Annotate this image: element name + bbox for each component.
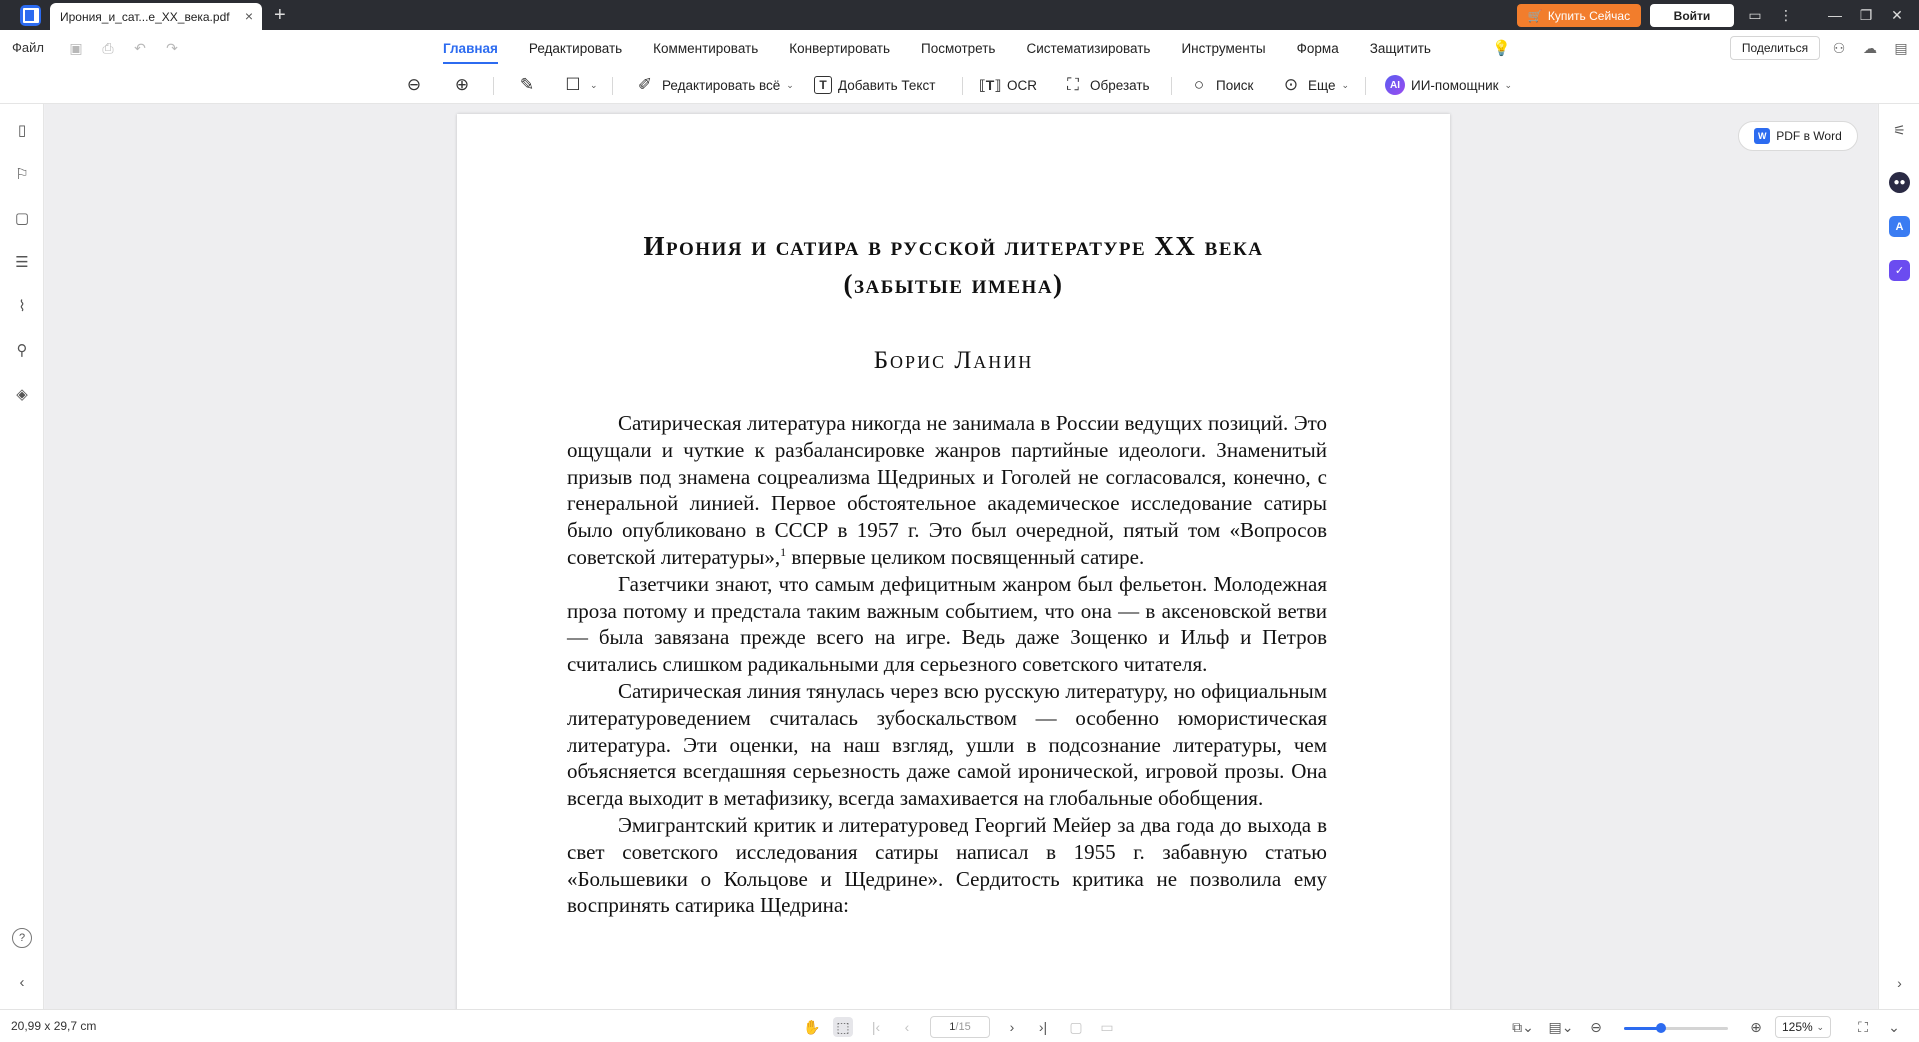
- right-sidebar: [1878, 104, 1919, 1009]
- view-mode-icon[interactable]: ▤⌄: [1548, 1018, 1574, 1035]
- document-title-line1: Ирония и сатира в русской литературе XX века: [643, 231, 1264, 261]
- chevron-down-icon: ⌄: [1816, 1021, 1824, 1032]
- properties-sliders-icon[interactable]: ⚟: [1893, 122, 1906, 138]
- ocr-button[interactable]: [979, 72, 1037, 98]
- rotate-page-icon[interactable]: ▢: [1069, 1018, 1083, 1035]
- share-button[interactable]: Поделиться: [1730, 36, 1820, 60]
- document-title: [457, 227, 1450, 303]
- toolbar: [0, 66, 1919, 104]
- zoom-out-button[interactable]: [403, 72, 425, 98]
- document-title-line2: (забытые имена): [843, 269, 1064, 299]
- help-icon[interactable]: ?: [12, 928, 32, 948]
- add-text-label: Добавить Текст: [838, 77, 936, 93]
- down-arrow-circle-icon[interactable]: ⌄: [1888, 1018, 1900, 1035]
- more-dots-icon: ⊙: [1283, 75, 1299, 94]
- shape-dropdown-button[interactable]: [562, 72, 598, 98]
- cloud-upload-icon[interactable]: ☁: [1863, 39, 1877, 56]
- zoom-in-icon: ⊕: [454, 75, 470, 94]
- tab-form[interactable]: Форма: [1296, 40, 1339, 56]
- word-icon: W: [1754, 128, 1770, 144]
- page-thumbnails-icon[interactable]: ▯: [17, 122, 27, 139]
- zoom-in-button[interactable]: [451, 72, 473, 98]
- tab-view[interactable]: Посмотреть: [921, 40, 996, 56]
- document-author: Борис Ланин: [873, 347, 1034, 374]
- toolbar-divider: [1171, 77, 1172, 95]
- chevron-down-icon: ⌄: [590, 79, 598, 90]
- chevron-down-icon: ⌄: [786, 79, 794, 90]
- ai-assistant-label: ИИ-помощник: [1411, 77, 1499, 93]
- tab-protect[interactable]: Защитить: [1369, 40, 1431, 56]
- document-body: [567, 410, 1327, 919]
- page-layout-icon[interactable]: ⧉⌄: [1512, 1018, 1534, 1035]
- page-number-input[interactable]: [930, 1016, 990, 1038]
- login-button[interactable]: Войти: [1650, 4, 1734, 27]
- edit-all-label: Редактировать всё: [662, 77, 781, 93]
- toolbar-divider: [962, 77, 963, 95]
- restore-icon[interactable]: ❐: [1859, 6, 1873, 23]
- collapse-left-icon[interactable]: ‹: [19, 973, 25, 991]
- paragraph-2: Газетчики знают, что самым дефицитным жанром был фельетон. Молодежная проза потому и предстала таким важным событием, что она — в аксеновской ветви — была завязана прежде всего на игре. Ведь даже Зощенко и Ильф и Петров считались слишком радикальными для серьезного советского читателя.: [567, 571, 1327, 677]
- page-size-label: 20,99 x 29,7 cm: [11, 1019, 97, 1033]
- tab-comment[interactable]: Комментировать: [653, 40, 759, 56]
- zoom-out-small-icon[interactable]: ⊖: [1590, 1018, 1602, 1035]
- fit-page-icon[interactable]: ▭: [1100, 1018, 1114, 1035]
- chevron-down-icon: ⌄: [1341, 79, 1350, 90]
- highlighter-icon: ✎: [519, 75, 535, 94]
- buy-now-button[interactable]: [1517, 4, 1641, 27]
- first-page-icon[interactable]: |‹: [871, 1019, 881, 1035]
- checklist-icon[interactable]: ✓: [1889, 260, 1910, 281]
- add-text-button[interactable]: [814, 72, 935, 98]
- toolbar-divider: [612, 77, 613, 95]
- cart-icon: 🛒: [1527, 8, 1543, 23]
- hand-tool-icon[interactable]: ✋: [803, 1018, 821, 1035]
- comment-icon[interactable]: ▢: [14, 210, 30, 227]
- fullscreen-icon[interactable]: ⛶: [1858, 1018, 1868, 1035]
- pdf-to-word-label: PDF в Word: [1776, 129, 1842, 143]
- tab-tools[interactable]: Инструменты: [1181, 40, 1266, 56]
- zoom-slider[interactable]: [1624, 1027, 1728, 1030]
- tab-organize[interactable]: Систематизировать: [1026, 40, 1151, 56]
- rectangle-icon: ☐: [565, 75, 581, 94]
- left-sidebar: [0, 104, 44, 1009]
- more-vertical-icon[interactable]: ⋮: [1779, 6, 1793, 23]
- print-icon[interactable]: ⎙: [102, 39, 114, 56]
- bookmark-icon[interactable]: ⚐: [15, 166, 29, 183]
- lightbulb-icon[interactable]: 💡: [1492, 40, 1511, 57]
- zoom-level-select[interactable]: [1775, 1016, 1831, 1038]
- edit-all-button[interactable]: [634, 72, 794, 98]
- document-tab[interactable]: [50, 3, 262, 30]
- save-icon[interactable]: ▣: [69, 39, 83, 56]
- minimize-icon[interactable]: —: [1828, 7, 1842, 23]
- file-menu[interactable]: Файл: [12, 40, 44, 55]
- more-label: Еще: [1308, 77, 1336, 93]
- attachment-icon[interactable]: ⌇: [18, 298, 26, 315]
- tab-convert[interactable]: Конвертировать: [789, 40, 891, 56]
- tab-edit[interactable]: Редактировать: [528, 40, 623, 56]
- last-page-icon[interactable]: ›|: [1038, 1019, 1048, 1035]
- search-panel-icon[interactable]: ⚲: [16, 342, 28, 359]
- tab-home[interactable]: Главная: [443, 30, 498, 66]
- zoom-out-icon: ⊖: [406, 75, 422, 94]
- footnote-marker: 1: [780, 544, 787, 559]
- more-button[interactable]: [1280, 72, 1349, 98]
- main-tabs: [443, 30, 1431, 66]
- search-icon: ○: [1193, 75, 1205, 94]
- zoom-slider-handle[interactable]: [1656, 1023, 1666, 1033]
- tree-structure-icon[interactable]: ⚇: [1832, 39, 1846, 56]
- fields-list-icon[interactable]: ☰: [15, 254, 29, 271]
- translate-icon[interactable]: A: [1889, 216, 1910, 237]
- search-button[interactable]: [1188, 72, 1253, 98]
- next-page-icon[interactable]: ›: [1009, 1019, 1015, 1035]
- search-label: Поиск: [1216, 77, 1254, 93]
- close-tab-icon[interactable]: ×: [244, 8, 253, 24]
- ocr-label: OCR: [1007, 77, 1037, 93]
- zoom-in-small-icon[interactable]: ⊕: [1750, 1018, 1762, 1035]
- crop-button[interactable]: [1062, 72, 1150, 98]
- ai-assistant-icon: AI: [1385, 75, 1405, 95]
- paragraph-4: Эмигрантский критик и литературовед Георгий Мейер за два года до выхода в свет советского исследования сатиры написал в 1955 г. забавную статью «Большевики о Кольцове и Щедрине». Сердитость критика не позволила ему воспринять сатирика Щедрина:: [567, 812, 1327, 918]
- ai-assistant-button[interactable]: [1385, 72, 1512, 98]
- close-window-icon[interactable]: ✕: [1891, 6, 1903, 23]
- pen-edit-icon: ✐: [637, 75, 653, 94]
- toolbar-divider: [493, 77, 494, 95]
- highlight-button[interactable]: [516, 72, 538, 98]
- status-bar: [0, 1009, 1919, 1042]
- zoom-level-value: 125%: [1782, 1020, 1813, 1034]
- text-box-icon: T: [814, 76, 832, 94]
- crop-icon: ⛶: [1067, 75, 1079, 94]
- layers-icon[interactable]: ◈: [16, 386, 28, 403]
- collapse-right-icon[interactable]: ›: [1897, 974, 1902, 991]
- paragraph-1: Сатирическая литература никогда не занимала в России ведущих позиций. Это ощущали и чуткие к разбалансировке жанров партийные идеологи. Знаменитый призыв под знамена соцреализма Щедриных и Гоголей не согласовался, конечно, с генеральной линией. Первое обстоятельное академическое исследование сатиры было опубликовано в СССР в 1957 г. Это был очередной, пятый том «Вопросов советской литературы»,$^1$ впервые целиком посвященный сатире.: [567, 411, 1327, 569]
- total-pages: /15: [955, 1021, 971, 1033]
- redo-icon[interactable]: ↷: [166, 39, 178, 56]
- ai-robot-icon[interactable]: ●●: [1889, 172, 1910, 193]
- pdf-page[interactable]: [457, 114, 1450, 1014]
- pdf-to-word-button[interactable]: [1738, 121, 1858, 151]
- paragraph-3: Сатирическая линия тянулась через всю русскую литературу, но официальным литературоведением считалась зубоскальством — особенно юмористическая литература. Эти оценки, на наш взгляд, ушли в подсознание литературы, чем объясняется всегдашняя серьезность даже самой иронической, игровой прозы. Она всегда выходит в метафизику, всегда замахивается на глобальные обобщения.: [567, 678, 1327, 811]
- undo-icon[interactable]: ↶: [134, 39, 146, 56]
- prev-page-icon[interactable]: ‹: [904, 1019, 910, 1035]
- select-tool-icon[interactable]: ⬚: [833, 1017, 853, 1037]
- document-tab-title: Ирония_и_сат...е_XX_века.pdf: [60, 9, 230, 24]
- chevron-down-icon: ⌄: [1504, 79, 1513, 90]
- current-page: 1: [949, 1021, 956, 1033]
- toolbar-divider: [1365, 77, 1366, 95]
- menu-bar: [0, 30, 1919, 66]
- crop-label: Обрезать: [1090, 77, 1150, 93]
- ocr-icon: ⟦T⟧: [978, 76, 1002, 93]
- title-bar: [0, 0, 1919, 30]
- panel-layout-icon[interactable]: ▤: [1894, 39, 1908, 56]
- app-logo-icon[interactable]: [20, 5, 41, 26]
- new-tab-button[interactable]: +: [274, 4, 286, 26]
- feedback-icon[interactable]: ▭: [1748, 6, 1762, 23]
- buy-now-label: Купить Сейчас: [1547, 8, 1631, 23]
